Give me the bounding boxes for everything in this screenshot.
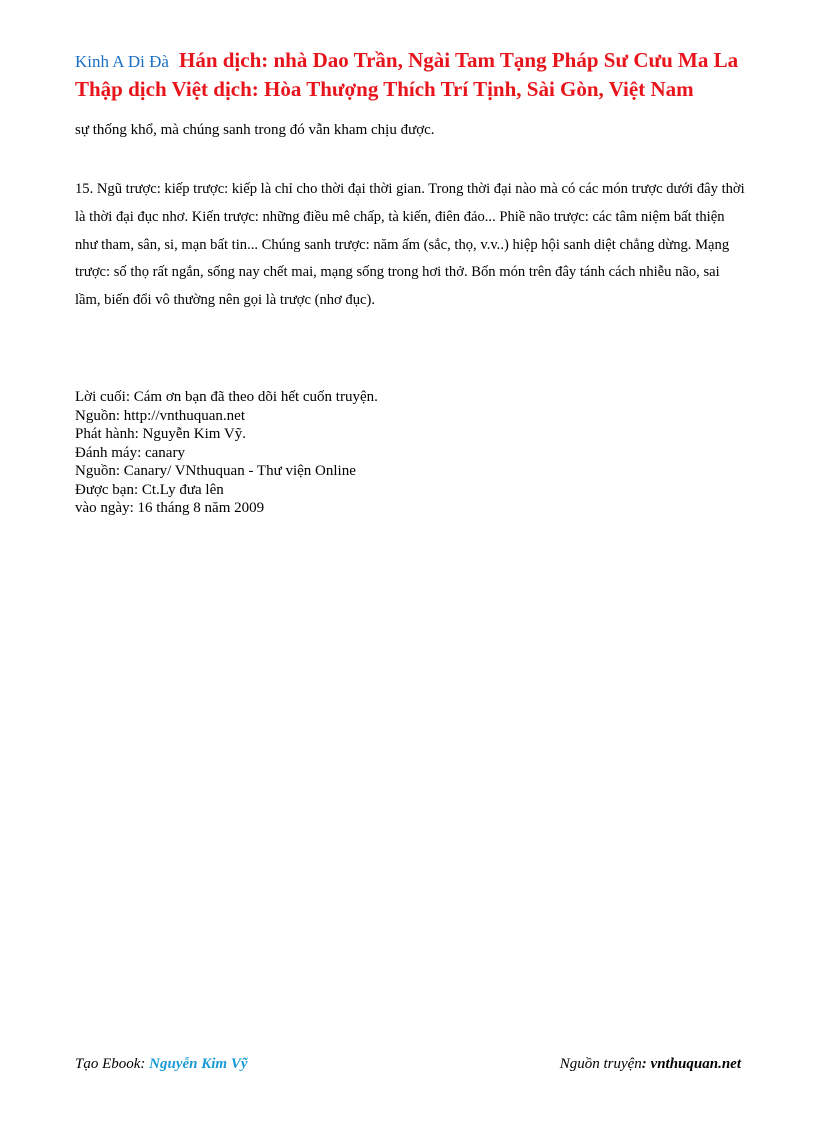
page-header — [75, 47, 755, 105]
publisher-line: Phát hành: Nguyễn Kim Vỹ. — [75, 426, 246, 442]
footer-source-site[interactable]: vnthuquan.net — [650, 1056, 741, 1072]
book-title: Kinh A Di Đà — [75, 52, 169, 71]
footer-ebook-name: Nguyễn Kim Vỹ — [149, 1056, 248, 1072]
book-subtitle: Hán dịch: nhà Dao Trần, Ngài Tam Tạng Pháp Sư Cưu Ma La Thập dịch Việt dịch: Hòa Thượng Thích Trí Tịnh, Sài Gòn, Việt Nam — [75, 48, 739, 101]
date-line: vào ngày: 16 tháng 8 năm 2009 — [75, 500, 265, 516]
note-paragraph-15: 15. Ngũ trược: kiếp trược: kiếp là chỉ cho thời đại thời gian. Trong thời đại nào mà có các món trược dưới đây thời là thời đại đục nhơ. Kiến trược: những điều mê chấp, tà kiến, điên đảo... Phiề não trược: các tâm niệm bất thiện như tham, sân, si, mạn bất tin... Chúng sanh trược: năm ấm (sắc, thọ, v.v..) hiệp hội sanh diệt chẳng dừng. Mạng trược: số thọ rất ngắn, sống nay chết mai, mạng sống trong hơi thở. Bốn món trên đây tánh cách nhiễu não, sai lầm, biến đổi vô thường nên gọi là trược (nhơ đục). — [75, 181, 745, 309]
footer-ebook-sep: : — [140, 1056, 150, 1072]
footer-source-label: Nguồn truyện — [559, 1056, 642, 1072]
typist-line: Đánh máy: canary — [75, 444, 185, 461]
source2-line: Nguồn: Canary/ VNthuquan - Thư viện Online — [75, 463, 356, 479]
footer-source-sep: : — [641, 1056, 651, 1072]
closing-line: Lời cuối: Cám ơn bạn đã theo dõi hết cuốn truyện. — [75, 389, 378, 405]
footer-ebook-label: Tạo Ebook — [75, 1056, 141, 1072]
continued-text-line: sự thống khổ, mà chúng sanh trong đó vẫn kham chịu được. — [75, 122, 435, 138]
footer-source-credit — [560, 1056, 741, 1073]
footer-ebook-credit — [75, 1056, 248, 1073]
source-line: Nguồn: http://vnthuquan.net — [75, 407, 245, 424]
credits-block — [75, 388, 675, 518]
uploader-line: Được bạn: Ct.Ly đưa lên — [75, 481, 224, 498]
